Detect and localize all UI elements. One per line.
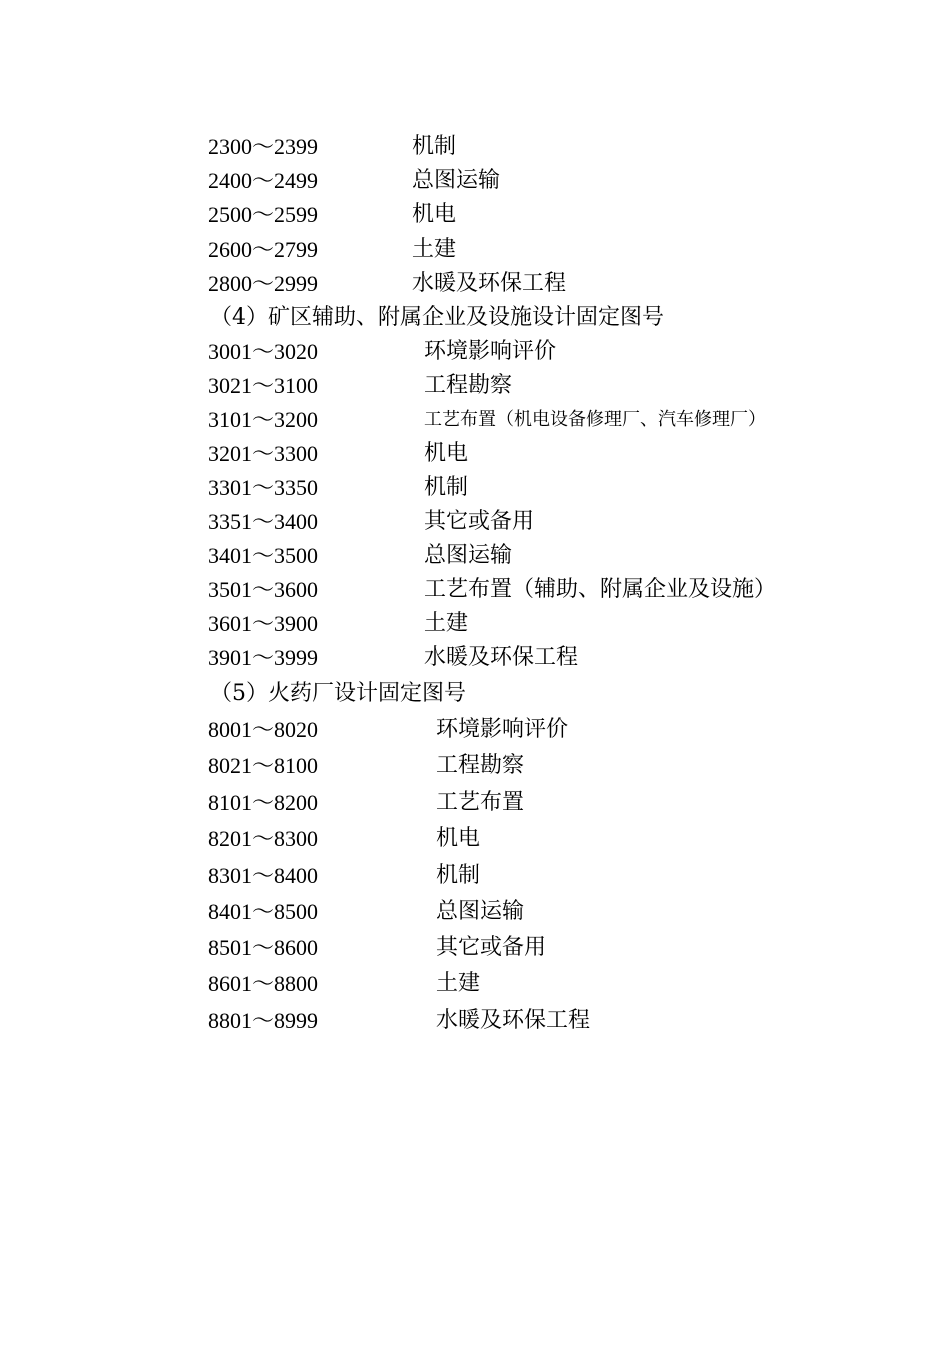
number-range: 2600～2799 xyxy=(208,237,319,262)
number-range: 8501～8600 xyxy=(208,935,319,960)
number-range: 3351～3400 xyxy=(208,509,319,534)
category-label: 水暖及环保工程 xyxy=(436,1008,591,1033)
category-label: 水暖及环保工程 xyxy=(424,645,579,670)
number-range: 8401～8500 xyxy=(208,899,319,924)
number-range: 3101～3200 xyxy=(208,407,319,432)
category-label: 总图运输 xyxy=(436,899,525,924)
number-range: 8101～8200 xyxy=(208,790,319,815)
number-range: 8601～8800 xyxy=(208,971,319,996)
category-label: 总图运输 xyxy=(412,168,501,193)
number-range: 8001～8020 xyxy=(208,717,319,742)
number-range: 2300～2399 xyxy=(208,134,319,159)
category-label: 土建 xyxy=(412,237,457,262)
section-heading-5: （5）火药厂设计固定图号 xyxy=(210,681,466,706)
category-label: 土建 xyxy=(436,971,481,996)
category-label: 总图运输 xyxy=(424,543,513,568)
number-range: 3021～3100 xyxy=(208,373,319,398)
number-range: 3501～3600 xyxy=(208,577,319,602)
number-range: 2500～2599 xyxy=(208,202,319,227)
category-label: 其它或备用 xyxy=(424,509,535,534)
category-label: 环境影响评价 xyxy=(424,339,557,364)
number-range: 3201～3300 xyxy=(208,441,319,466)
number-range: 3401～3500 xyxy=(208,543,319,568)
category-label: 水暖及环保工程 xyxy=(412,271,567,296)
number-range: 3601～3900 xyxy=(208,611,319,636)
number-range: 3001～3020 xyxy=(208,339,319,364)
category-label: 机制 xyxy=(424,475,469,500)
number-range: 8021～8100 xyxy=(208,753,319,778)
category-label: 土建 xyxy=(424,611,469,636)
category-label: 机电 xyxy=(412,202,457,227)
number-range: 3301～3350 xyxy=(208,475,319,500)
category-label: 环境影响评价 xyxy=(436,717,569,742)
number-range: 8301～8400 xyxy=(208,863,319,888)
category-label: 工程勘察 xyxy=(436,753,525,778)
number-range: 2400～2499 xyxy=(208,168,319,193)
category-label: 工程勘察 xyxy=(424,373,513,398)
category-label: 机电 xyxy=(436,826,481,851)
number-range: 2800～2999 xyxy=(208,271,319,296)
category-label: 工艺布置 xyxy=(436,790,525,815)
number-range: 8801～8999 xyxy=(208,1008,319,1033)
number-range: 3901～3999 xyxy=(208,645,319,670)
category-label: 机制 xyxy=(436,863,481,888)
category-label: 工艺布置（机电设备修理厂、汽车修理厂） xyxy=(424,409,766,430)
number-range: 8201～8300 xyxy=(208,826,319,851)
category-label: 工艺布置（辅助、附属企业及设施） xyxy=(424,577,777,602)
category-label: 机制 xyxy=(412,134,457,159)
category-label: 机电 xyxy=(424,441,469,466)
section-heading-4: （4）矿区辅助、附属企业及设施设计固定图号 xyxy=(210,305,664,330)
category-label: 其它或备用 xyxy=(436,935,547,960)
